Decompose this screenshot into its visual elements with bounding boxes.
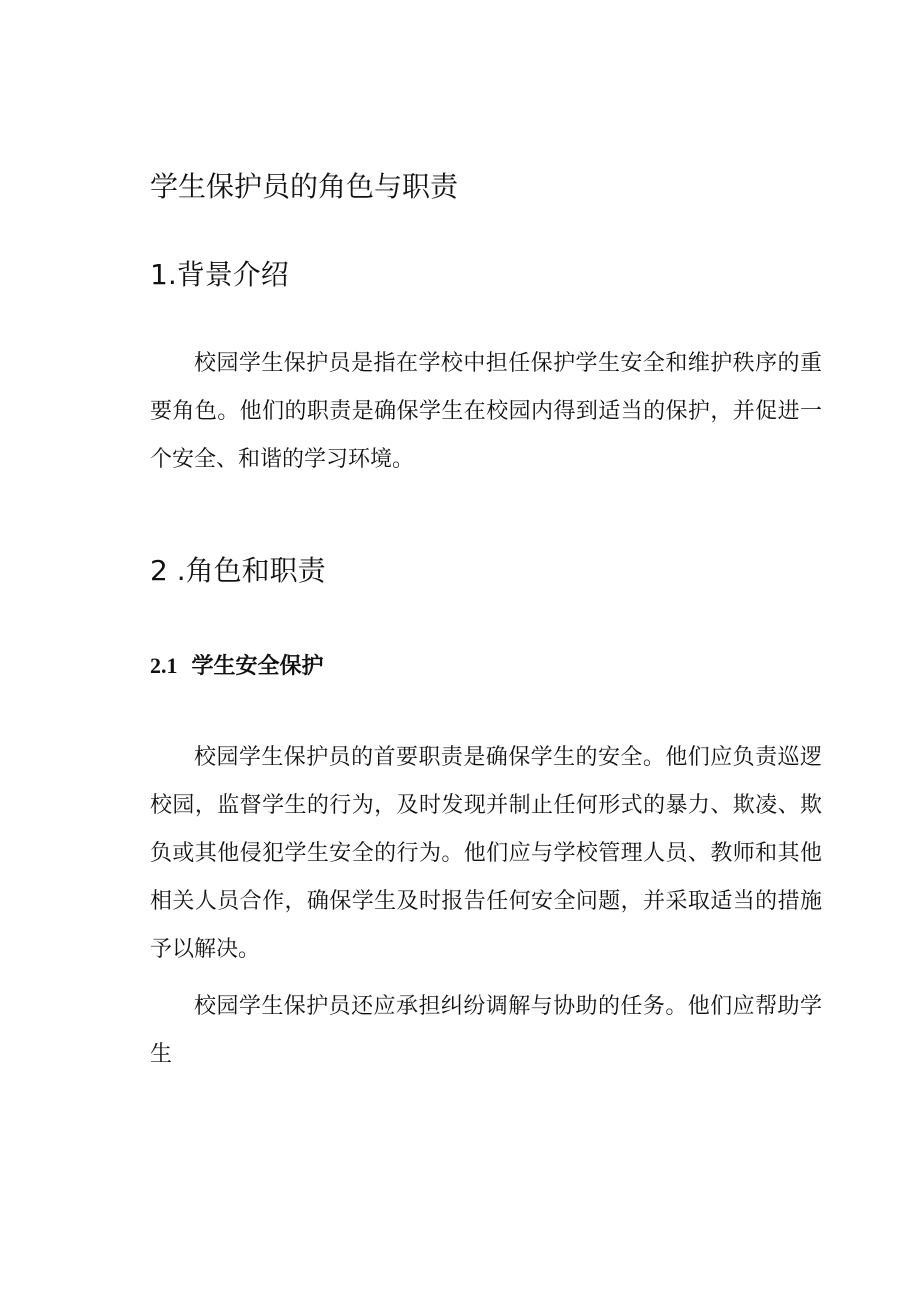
subsection-2-1-heading: [150, 649, 324, 680]
subsection-2-1-paragraph-2: 校园学生保护员还应承担纠纷调解与协助的任务。他们应帮助学生: [150, 994, 822, 1067]
subsection-title: 学生安全保护: [191, 654, 324, 679]
section-1-heading: 1.背景介绍: [150, 258, 289, 291]
document-title: 学生保护员的角色与职责: [150, 170, 459, 203]
section-2-heading: 2 .角色和职责: [150, 554, 326, 587]
subsection-2-1-paragraph-1: 校园学生保护员的首要职责是确保学生的安全。他们应负责巡逻校园，监督学生的行为，及时发现并制止任何形式的暴力、欺凌、欺负或其他侵犯学生安全的行为。他们应与学校管理人员、教师和其他相关人员合作，确保学生及时报告任何安全问题，并采取适当的措施予以解决。: [150, 745, 822, 962]
section-1-paragraph: 校园学生保护员是指在学校中担任保护学生安全和维护秩序的重要角色。他们的职责是确保学生在校园内得到适当的保护，并促进一个安全、和谐的学习环境。: [150, 351, 822, 472]
subsection-number: 2.1: [150, 653, 178, 678]
